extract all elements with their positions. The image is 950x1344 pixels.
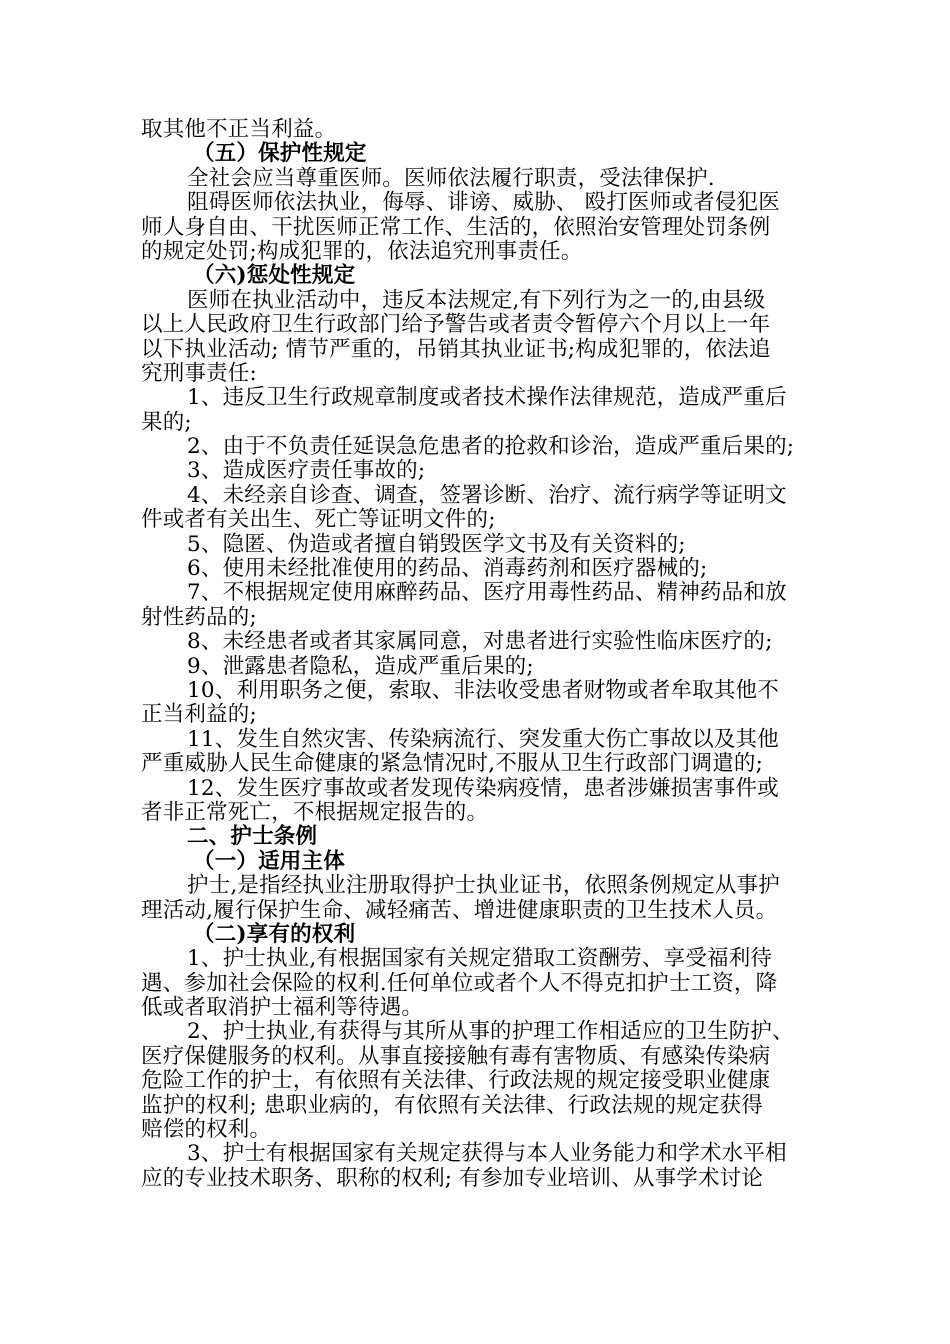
paragraph-line: 5、隐匿、伪造或者擅自销毁医学文书及有关资料的; bbox=[187, 531, 686, 557]
paragraph-line: 以下执业活动; 情节严重的，吊销其执业证书;构成犯罪的，依法追 bbox=[141, 336, 771, 362]
paragraph-line: 10、利用职务之便，索取、非法收受患者财物或者牟取其他不 bbox=[187, 677, 779, 703]
paragraph-line: 2、由于不负责任延误急危患者的抢救和诊治，造成严重后果的; bbox=[187, 434, 795, 460]
paragraph-line: 医疗保健服务的权利。从事直接接触有毒有害物质、有感染传染病 bbox=[141, 1043, 771, 1069]
paragraph-line: 医师在执业活动中，违反本法规定,有下列行为之一的,由县级 bbox=[187, 287, 766, 313]
paragraph-line: 阻碍医师依法执业，侮辱、诽谤、威胁、 殴打医师或者侵犯医 bbox=[187, 190, 780, 216]
paragraph-line: 射性药品的; bbox=[141, 604, 257, 630]
section-heading: （六)惩处性规定 bbox=[193, 263, 356, 289]
paragraph-line: 师人身自由、干扰医师正常工作、生活的，依照治安管理处罚条例 bbox=[141, 214, 771, 240]
paragraph-line: 应的专业技术职务、职称的权利; 有参加专业培训、从事学术讨论 bbox=[141, 1165, 764, 1191]
paragraph-line: 件或者有关出生、死亡等证明文件的; bbox=[141, 507, 496, 533]
paragraph-line: 严重威胁人民生命健康的紧急情况时,不服从卫生行政部门调遣的; bbox=[141, 751, 764, 777]
section-heading: （二)享有的权利 bbox=[193, 921, 356, 947]
paragraph-line: 2、护士执业,有获得与其所从事的护理工作相适应的卫生防护、 bbox=[187, 1019, 794, 1045]
section-heading: （一）适用主体 bbox=[193, 848, 345, 874]
paragraph-line: 6、使用未经批准使用的药品、消毒药剂和医疗器械的; bbox=[187, 556, 708, 582]
paragraph-line: 果的; bbox=[141, 409, 192, 435]
document-body bbox=[141, 118, 950, 1191]
paragraph-line: 3、护士有根据国家有关规定获得与本人业务能力和学术水平相 bbox=[187, 1141, 787, 1167]
paragraph-line: 低或者取消护士福利等待遇。 bbox=[141, 995, 424, 1021]
paragraph-line: 的规定处罚;构成犯罪的，依法追究刑事责任。 bbox=[141, 238, 583, 264]
paragraph-line: 1、违反卫生行政规章制度或者技术操作法律规范，造成严重后 bbox=[187, 385, 787, 411]
paragraph-line: 11、发生自然灾害、传染病流行、突发重大伤亡事故以及其他 bbox=[187, 726, 779, 752]
paragraph-line: 1、护士执业,有根据国家有关规定猎取工资酬劳、享受福利待 bbox=[187, 946, 773, 972]
paragraph-line: 护士,是指经执业注册取得护士执业证书，依照条例规定从事护 bbox=[187, 873, 780, 899]
paragraph-line: 遇、参加社会保险的权利.任何单位或者个人不得克扣护士工资，降 bbox=[141, 970, 778, 996]
paragraph-line: 4、未经亲自诊查、调查，签署诊断、治疗、流行病学等证明文 bbox=[187, 482, 787, 508]
paragraph-line: 8、未经患者或者其家属同意，对患者进行实验性临床医疗的; bbox=[187, 629, 773, 655]
paragraph-line: 者非正常死亡，不根据规定报告的。 bbox=[141, 799, 489, 825]
paragraph-line: 以上人民政府卫生行政部门给予警告或者责令暂停六个月以上一年 bbox=[141, 312, 771, 338]
paragraph-line: 取其他不正当利益。 bbox=[141, 117, 337, 142]
section-heading: （五）保护性规定 bbox=[193, 141, 367, 167]
paragraph-line: 赔偿的权利。 bbox=[141, 1117, 272, 1143]
paragraph-line: 12、发生医疗事故或者发现传染病疫情，患者涉嫌损害事件或 bbox=[187, 775, 779, 801]
paragraph-line: 正当利益的; bbox=[141, 702, 257, 728]
paragraph-line: 监护的权利; 患职业病的，有依照有关法律、行政法规的规定获得 bbox=[141, 1092, 764, 1118]
paragraph-line: 理活动,履行保护生命、减轻痛苦、增进健康职责的卫生技术人员。 bbox=[141, 897, 778, 923]
chapter-heading: 二、护士条例 bbox=[187, 824, 318, 850]
paragraph-line: 3、造成医疗责任事故的; bbox=[187, 458, 426, 484]
paragraph-line: 全社会应当尊重医师。医师依法履行职责，受法律保护. bbox=[187, 165, 715, 191]
paragraph-line: 7、不根据规定使用麻醉药品、医疗用毒性药品、精神药品和放 bbox=[187, 580, 787, 606]
paragraph-line: 危险工作的护士，有依照有关法律、行政法规的规定接受职业健康 bbox=[141, 1068, 771, 1094]
paragraph-line: 9、泄露患者隐私，造成严重后果的; bbox=[187, 653, 534, 679]
paragraph-line: 究刑事责任: bbox=[141, 360, 257, 386]
